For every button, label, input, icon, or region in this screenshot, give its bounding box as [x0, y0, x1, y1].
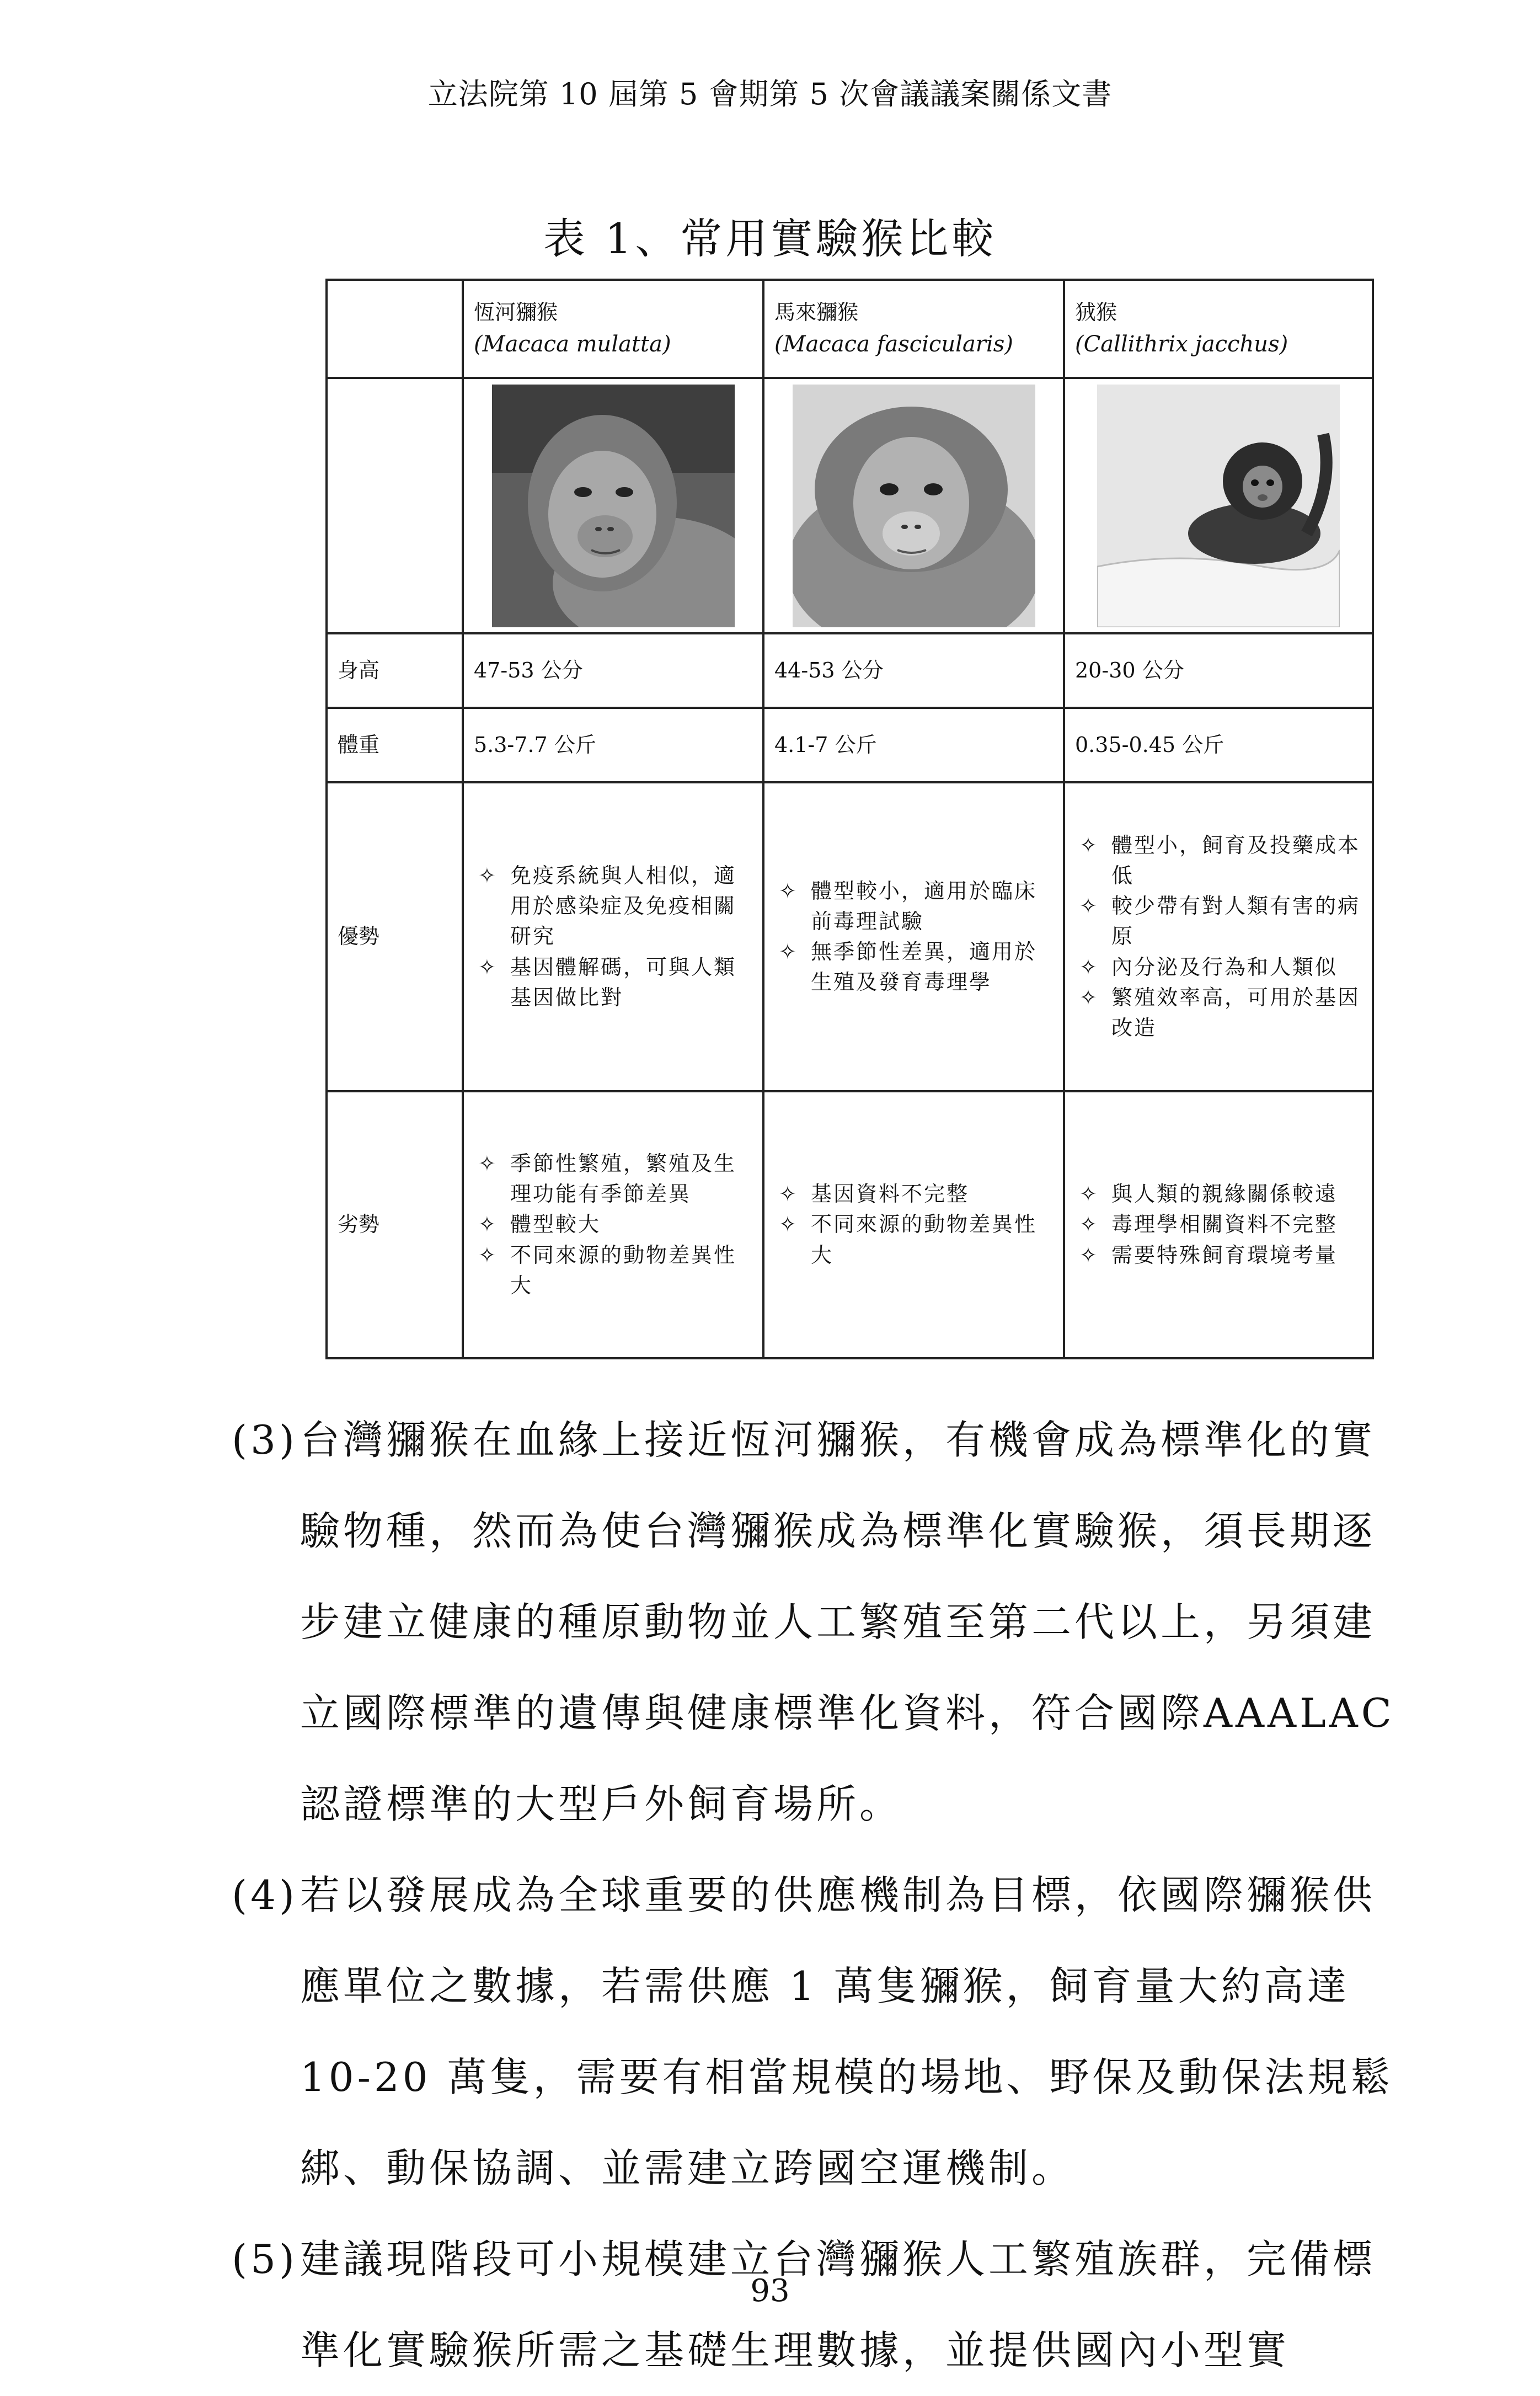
- long-tailed-macaque-photo: [793, 385, 1035, 627]
- col-rhesus-header: [463, 280, 763, 378]
- list-item: ✧ 體型較小，適用於臨床前毒理試驗: [774, 876, 1053, 937]
- height-marmoset: 20-30 公分: [1064, 633, 1373, 708]
- weight-cynomolgus: 4.1-7 公斤: [763, 708, 1064, 782]
- weight-label: 體重: [327, 708, 463, 782]
- height-label: 身高: [327, 633, 463, 708]
- bullet-list: [774, 876, 1053, 997]
- list-item: ✧ 毒理學相關資料不完整: [1075, 1209, 1362, 1240]
- col-latin: (Callithrix jacchus): [1075, 331, 1288, 357]
- paragraph-text: 若以發展成為全球重要的供應機制為目標，依國際獼猴供應單位之數據，若需供應 1 萬隻獼猴，飼育量大約高達 10-20 萬隻，需要有相當規模的場地、野保及動保法規鬆綁、動保協調、並需建立跨國空運機制。: [300, 1872, 1394, 2191]
- advantages-cynomolgus: [763, 782, 1064, 1091]
- list-item: ✧ 體型小，飼育及投藥成本低: [1075, 830, 1362, 891]
- col-name: 恆河獼猴: [474, 300, 558, 325]
- bullet-list: [1075, 830, 1362, 1043]
- list-item: ✧ 體型較大: [474, 1209, 752, 1240]
- paragraph-4: [232, 1850, 1395, 2214]
- advantages-marmoset: [1064, 782, 1373, 1091]
- bullet-list: [474, 1149, 752, 1300]
- list-item: ✧ 繁殖效率高，可用於基因改造: [1075, 983, 1362, 1043]
- cynomolgus-photo-cell: [763, 378, 1064, 633]
- col-latin: (Macaca mulatta): [474, 331, 671, 357]
- paragraph-number: (5): [232, 2236, 298, 2282]
- paragraph-3: [232, 1395, 1395, 1850]
- marmoset-photo-cell: [1064, 378, 1373, 633]
- table-header-row: [327, 280, 1373, 378]
- list-item: ✧ 需要特殊飼育環境考量: [1075, 1240, 1362, 1271]
- paragraph-number: (3): [232, 1417, 298, 1463]
- disadvantages-row: [327, 1091, 1373, 1358]
- page-number: 93: [750, 2273, 790, 2309]
- advantages-row: [327, 782, 1373, 1091]
- list-item: ✧ 較少帶有對人類有害的病原: [1075, 891, 1362, 952]
- list-item: ✧ 無季節性差異，適用於生殖及發育毒理學: [774, 937, 1053, 997]
- list-item: ✧ 內分泌及行為和人類似: [1075, 952, 1362, 983]
- weight-marmoset: 0.35-0.45 公斤: [1064, 708, 1373, 782]
- photo-row: [327, 378, 1373, 633]
- col-latin: (Macaca fascicularis): [774, 331, 1013, 357]
- col-cynomolgus-header: [763, 280, 1064, 378]
- col-marmoset-header: [1064, 280, 1373, 378]
- monkey-comparison-table: [325, 279, 1374, 1359]
- advantages-rhesus: [463, 782, 763, 1091]
- height-cynomolgus: 44-53 公分: [763, 633, 1064, 708]
- paragraph-text: 建議現階段可小規模建立台灣獼猴人工繁殖族群，完備標準化實驗猴所需之基礎生理數據，並提供國內小型實: [300, 2236, 1376, 2373]
- body-text: [232, 1395, 1395, 2396]
- height-row: [327, 633, 1373, 708]
- list-item: ✧ 不同來源的動物差異性大: [474, 1240, 752, 1301]
- bullet-list: [474, 861, 752, 1012]
- list-item: ✧ 基因體解碼，可與人類基因做比對: [474, 952, 752, 1013]
- col-name: 馬來獼猴: [774, 300, 859, 325]
- weight-rhesus: 5.3-7.7 公斤: [463, 708, 763, 782]
- weight-row: [327, 708, 1373, 782]
- disadvantages-marmoset: [1064, 1091, 1373, 1358]
- disadvantages-label: 劣勢: [327, 1091, 463, 1358]
- list-item: ✧ 基因資料不完整: [774, 1179, 1053, 1209]
- col-name: 狨猴: [1075, 300, 1117, 325]
- paragraph-number: (4): [232, 1872, 298, 1918]
- marmoset-photo: [1097, 385, 1340, 627]
- rhesus-photo-cell: [463, 378, 763, 633]
- bullet-list: [774, 1179, 1053, 1270]
- paragraph-text: 台灣獼猴在血緣上接近恆河獼猴，有機會成為標準化的實驗物種，然而為使台灣獼猴成為標準化實驗猴，須長期逐步建立健康的種原動物並人工繁殖至第二代以上，另須建立國際標準的遺傳與健康標準化資料，符合國際AAALAC 認證標準的大型戶外飼育場所。: [300, 1417, 1395, 1827]
- height-rhesus: 47-53 公分: [463, 633, 763, 708]
- disadvantages-rhesus: [463, 1091, 763, 1358]
- rhesus-macaque-photo: [492, 385, 735, 627]
- list-item: ✧ 免疫系統與人相似，適用於感染症及免疫相關研究: [474, 861, 752, 952]
- table-title: 表 1、常用實驗猴比較: [543, 214, 997, 263]
- disadvantages-cynomolgus: [763, 1091, 1064, 1358]
- list-item: ✧ 季節性繁殖，繁殖及生理功能有季節差異: [474, 1149, 752, 1209]
- list-item: ✧ 與人類的親緣關係較遠: [1075, 1179, 1362, 1209]
- advantages-label: 優勢: [327, 782, 463, 1091]
- corner-cell: [327, 280, 463, 378]
- bullet-list: [1075, 1179, 1362, 1270]
- list-item: ✧ 不同來源的動物差異性大: [774, 1209, 1053, 1270]
- photo-row-label: [327, 378, 463, 633]
- document-header: 立法院第 10 屆第 5 會期第 5 次會議議案關係文書: [427, 77, 1113, 111]
